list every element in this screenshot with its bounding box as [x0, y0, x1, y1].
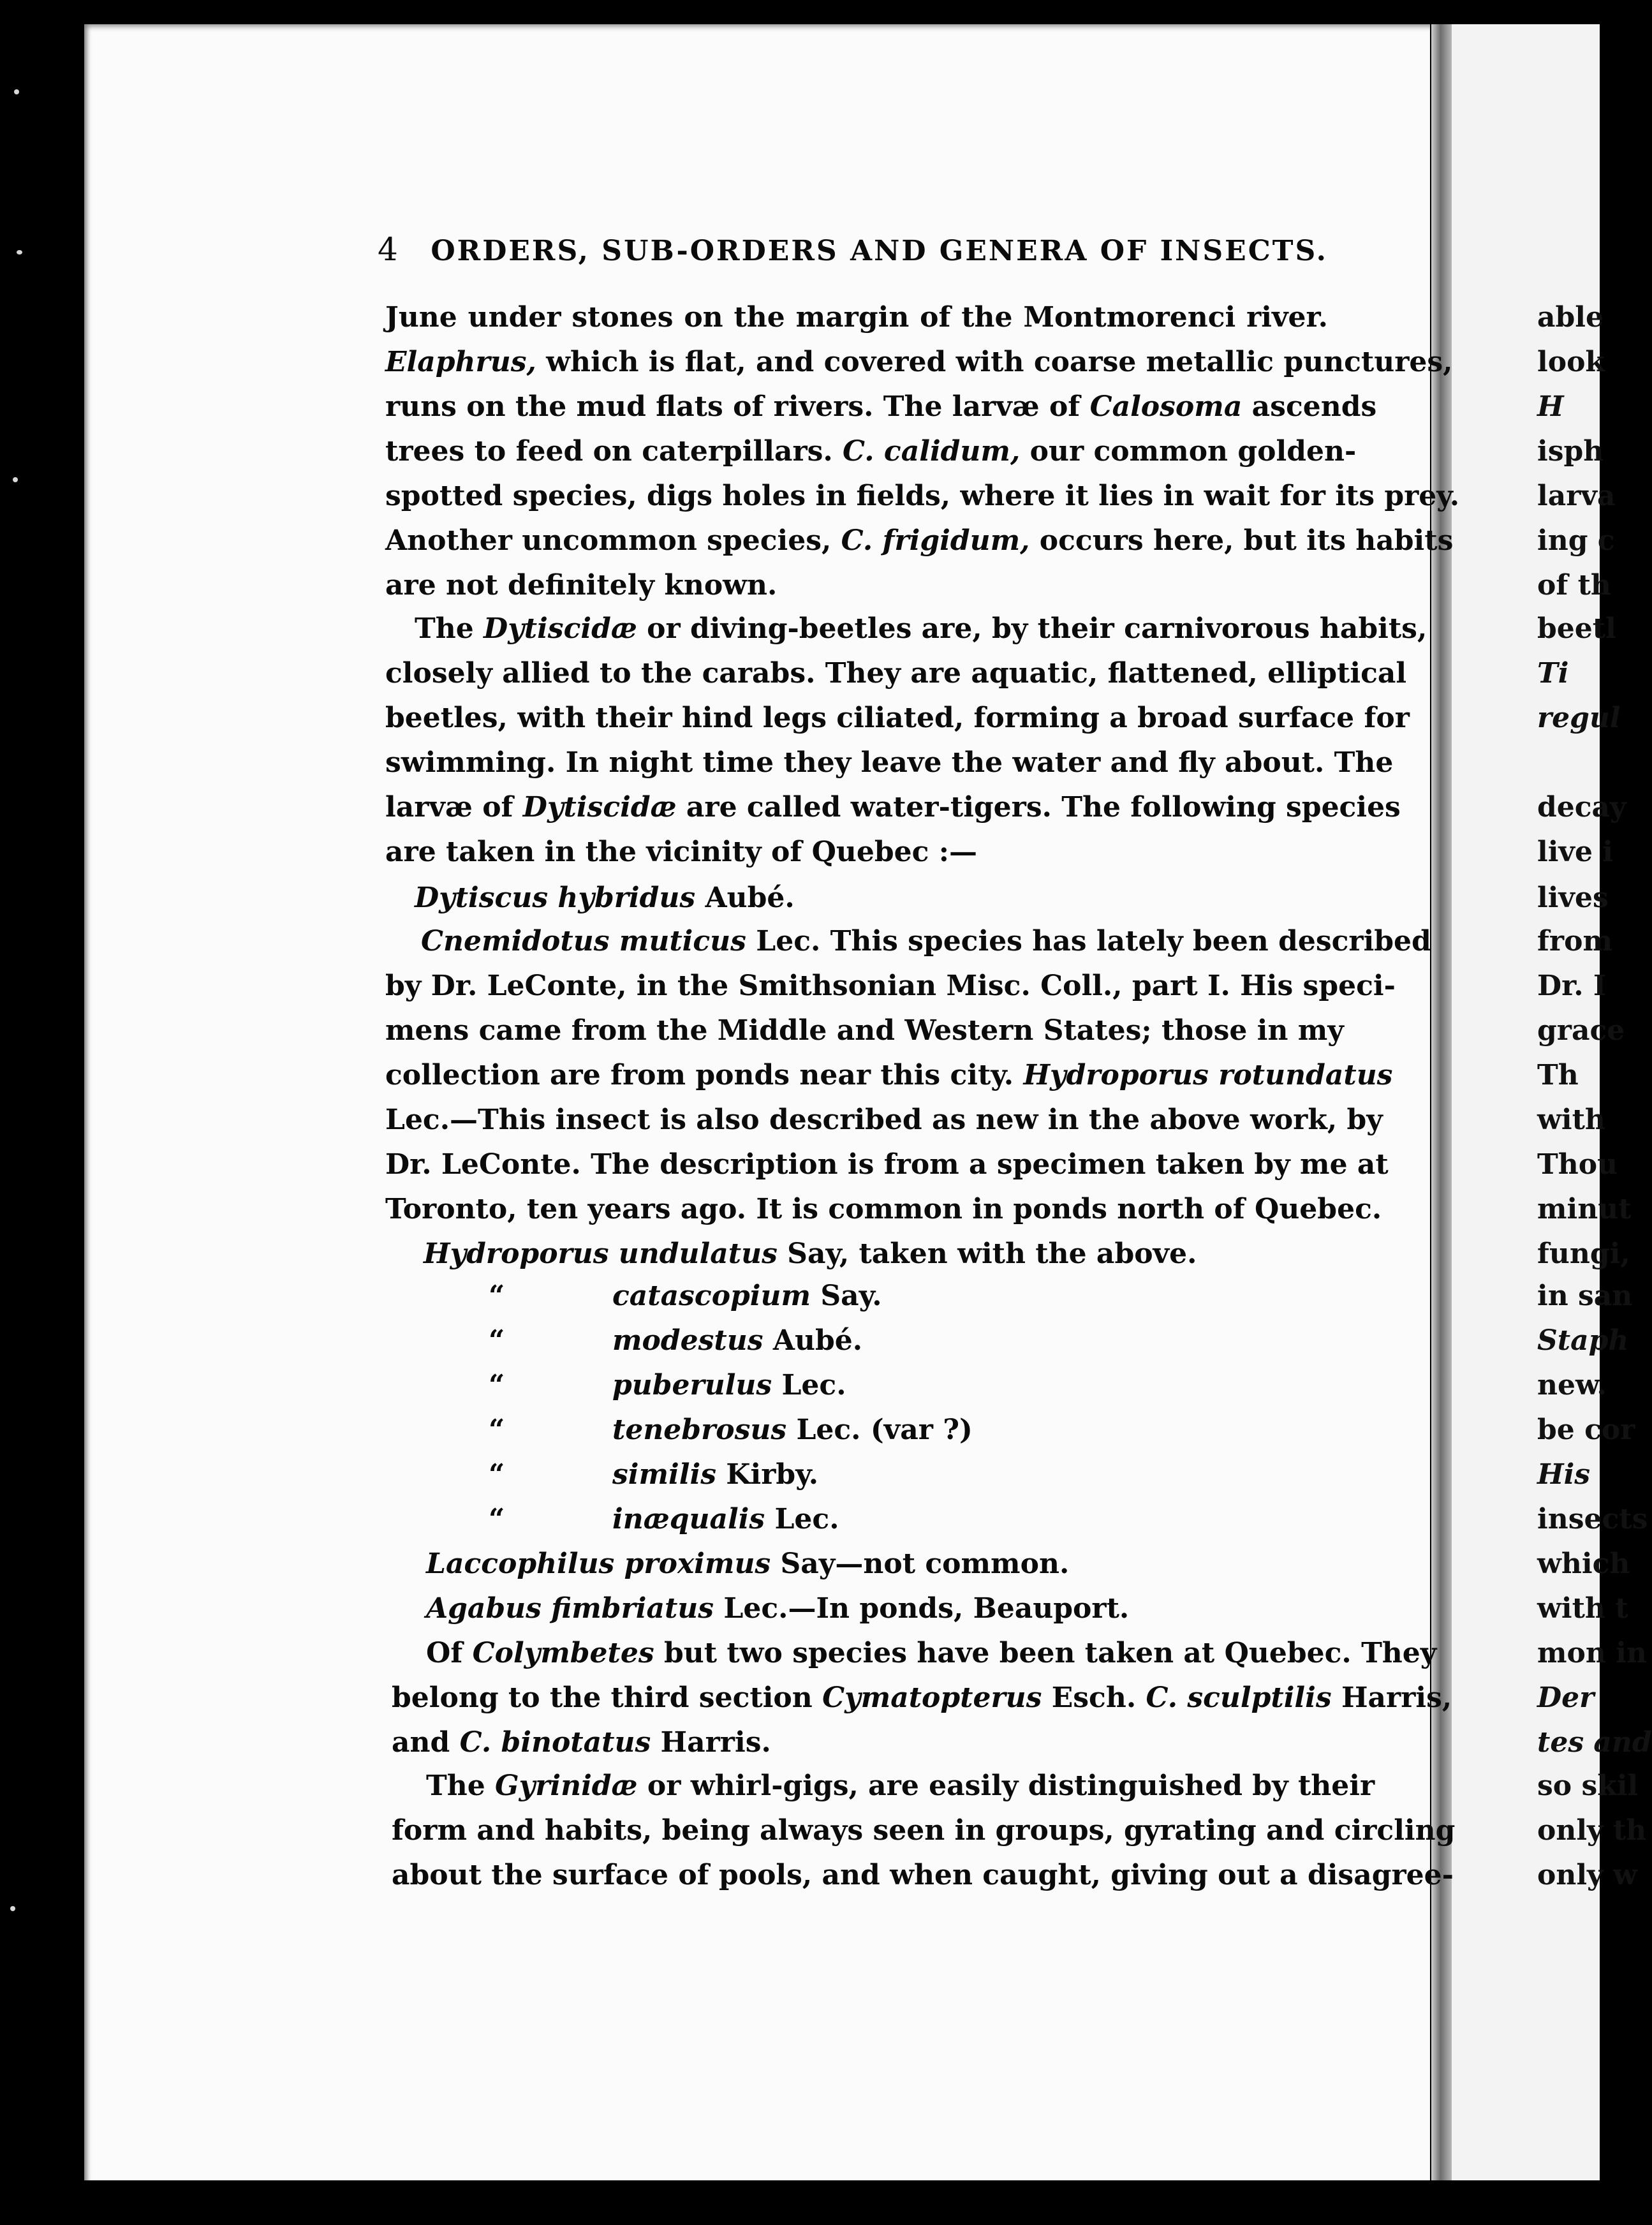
right-page-fragment: regul — [1537, 702, 1621, 734]
text-line: The Dytiscidæ or diving-beetles are, by their carnivorous habits, — [415, 612, 1427, 645]
right-page-fragment: Ti — [1537, 657, 1569, 690]
text-line: Dr. LeConte. The description is from a specimen taken by me at — [385, 1148, 1389, 1181]
text-line: The Gyrinidæ or whirl-gigs, are easily distinguished by their — [426, 1770, 1375, 1802]
ditto-mark: “ — [489, 1503, 505, 1535]
ditto-mark: “ — [489, 1280, 505, 1312]
right-page-fragment: so skil — [1537, 1770, 1639, 1802]
text-line: beetles, with their hind legs ciliated, forming a broad surface for — [385, 702, 1410, 734]
species-line: catascopium Say. — [612, 1280, 882, 1312]
right-page-fragment: ing c — [1537, 524, 1615, 557]
species-line: tenebrosus Lec. (var ?) — [612, 1414, 973, 1446]
text-line: Dytiscus hybridus Aubé. — [415, 882, 795, 914]
text-line: about the surface of pools, and when caught, giving out a disagree- — [392, 1859, 1454, 1891]
text-line: belong to the third section Cymatopterus Esch. C. sculptilis Harris, — [392, 1682, 1452, 1714]
right-page-fragment: only th — [1537, 1814, 1647, 1847]
running-header — [378, 231, 1328, 268]
right-page-fragment: insects — [1537, 1503, 1648, 1535]
right-page-fragment: isph — [1537, 435, 1604, 468]
right-page-fragment: in san — [1537, 1280, 1633, 1312]
text-line: runs on the mud flats of rivers. The larvæ of Calosoma ascends — [385, 390, 1377, 423]
species-line: inæqualis Lec. — [612, 1503, 839, 1535]
species-line: puberulus Lec. — [612, 1369, 846, 1401]
right-page-fragment: H — [1537, 390, 1564, 423]
right-page-fragment: fungi, — [1537, 1238, 1630, 1270]
right-page-fragment: decay — [1537, 791, 1626, 824]
scan-speck — [13, 477, 18, 482]
right-page-fragment: with — [1537, 1104, 1605, 1136]
text-line: June under stones on the margin of the Montmorenci river. — [385, 301, 1328, 334]
text-line: form and habits, being always seen in groups, gyrating and circling — [392, 1814, 1456, 1847]
right-page-fragment: look — [1537, 346, 1605, 378]
text-line: Of Colymbetes but two species have been taken at Quebec. They — [426, 1637, 1437, 1669]
right-page-fragment: mon in — [1537, 1637, 1647, 1669]
right-page-fragment: minut — [1537, 1193, 1632, 1225]
right-page-fragment: which — [1537, 1548, 1630, 1580]
ditto-mark: “ — [489, 1458, 505, 1491]
page-number: 4 — [378, 231, 399, 268]
scan-speck — [14, 89, 19, 94]
text-line: Another uncommon species, C. frigidum, occurs here, but its habits — [385, 524, 1454, 557]
ditto-mark: “ — [489, 1324, 505, 1357]
text-line: spotted species, digs holes in fields, where it lies in wait for its prey. — [385, 480, 1460, 512]
right-page-fragment: Staph — [1537, 1324, 1629, 1357]
right-page-fragment: new. — [1537, 1369, 1607, 1401]
species-line: modestus Aubé. — [612, 1324, 863, 1357]
right-page-fragment: be cor — [1537, 1414, 1635, 1446]
right-page-fragment: of th — [1537, 569, 1611, 602]
text-line: are taken in the vicinity of Quebec :— — [385, 836, 977, 868]
text-line: Lec.—This insect is also described as new in the above work, by — [385, 1104, 1383, 1136]
scan-speck — [17, 250, 22, 255]
right-page-fragment: able — [1537, 301, 1604, 334]
text-line: trees to feed on caterpillars. C. calidum, our common golden- — [385, 435, 1357, 468]
right-page-fragment: larva — [1537, 480, 1616, 512]
text-line: larvæ of Dytiscidæ are called water-tigers. The following species — [385, 791, 1401, 824]
text-line: swimming. In night time they leave the water and fly about. The — [385, 746, 1394, 779]
text-line: Laccophilus proximus Say—not common. — [426, 1548, 1070, 1580]
scan-speck — [10, 1906, 15, 1911]
right-page-fragment: tes and — [1537, 1726, 1652, 1759]
right-page-fragment: only w — [1537, 1859, 1637, 1891]
right-page-fragment: beetl — [1537, 612, 1616, 645]
text-line: Hydroporus undulatus Say, taken with the above. — [424, 1238, 1197, 1270]
text-line: Elaphrus, which is flat, and covered with coarse metallic punctures, — [385, 346, 1453, 378]
text-line: mens came from the Middle and Western States; those in my — [385, 1014, 1344, 1047]
text-line: by Dr. LeConte, in the Smithsonian Misc. Coll., part I. His speci- — [385, 970, 1396, 1002]
right-page-fragment: with t — [1537, 1592, 1628, 1625]
text-line: are not definitely known. — [385, 569, 778, 602]
right-page-fragment: from — [1537, 925, 1613, 957]
text-line: closely allied to the carabs. They are aquatic, flattened, elliptical — [385, 657, 1407, 690]
right-page-fragment: Th — [1537, 1059, 1579, 1091]
text-line: Toronto, ten years ago. It is common in ponds north of Quebec. — [385, 1193, 1382, 1225]
right-page-fragment: live i — [1537, 836, 1614, 868]
right-page-fragment: grace — [1537, 1014, 1625, 1047]
right-page-fragment: lives — [1537, 882, 1609, 914]
text-line: Cnemidotus muticus Lec. This species has lately been described — [421, 925, 1431, 957]
right-page-fragment: Thou — [1537, 1148, 1618, 1181]
species-line: similis Kirby. — [612, 1458, 819, 1491]
right-page-fragment: Der — [1537, 1682, 1595, 1714]
text-line: collection are from ponds near this city. Hydroporus rotundatus — [385, 1059, 1393, 1091]
text-line: and C. binotatus Harris. — [392, 1726, 771, 1759]
ditto-mark: “ — [489, 1369, 505, 1401]
running-head-title: ORDERS, SUB-ORDERS AND GENERA OF INSECTS. — [431, 235, 1328, 267]
right-page-fragment: His — [1537, 1458, 1591, 1491]
right-page-fragment: Dr. I — [1537, 970, 1607, 1002]
ditto-mark: “ — [489, 1414, 505, 1446]
text-line: Agabus fimbriatus Lec.—In ponds, Beauport. — [426, 1592, 1130, 1625]
